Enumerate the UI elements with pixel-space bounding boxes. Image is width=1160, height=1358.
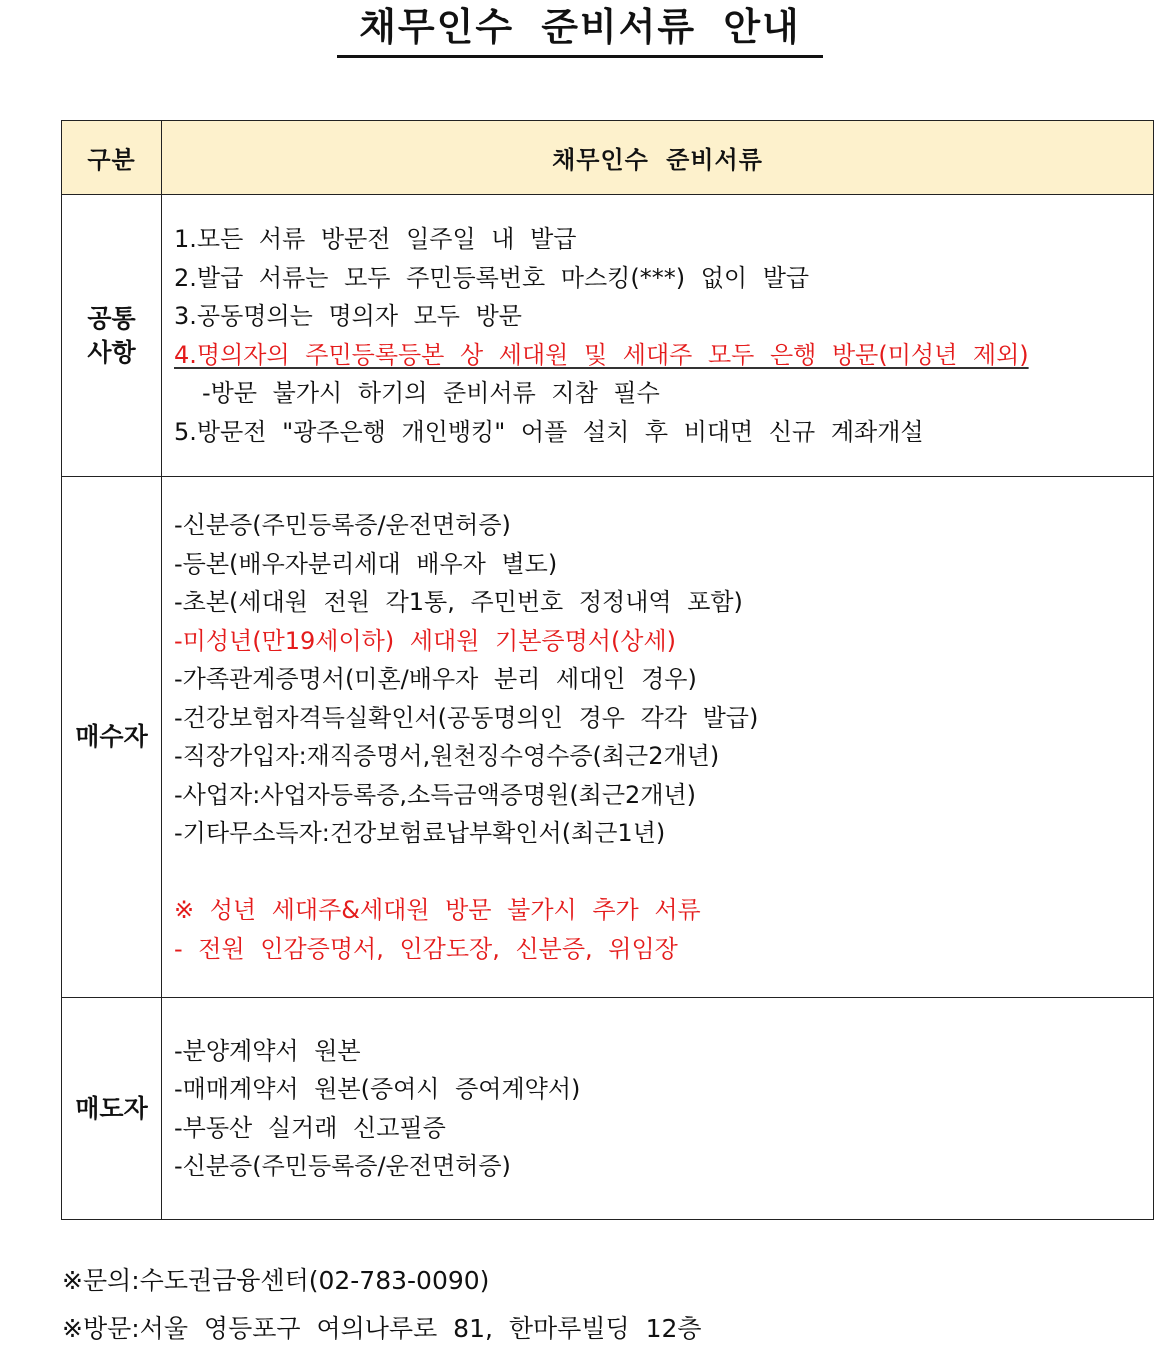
- category-buyer: 매수자: [62, 477, 162, 998]
- category-seller: 매도자: [62, 998, 162, 1220]
- category-common-line2: 사항: [87, 337, 136, 367]
- category-common: [62, 195, 162, 477]
- list-item: 3.공동명의는 명의자 모두 방문: [174, 302, 522, 330]
- header-docs: 채무인수 준비서류: [162, 121, 1154, 195]
- buyer-docs: [162, 477, 1154, 998]
- seller-docs: [162, 998, 1154, 1220]
- table-header-row: [62, 121, 1154, 195]
- list-item: -방문 불가시 하기의 준비서류 지참 필수: [202, 379, 660, 407]
- category-common-line1: 공통: [87, 303, 136, 333]
- inquiry-contact: ※문의:수도권금융센터(02-783-0090): [62, 1266, 490, 1295]
- list-item: -신분증(주민등록증/운전면허증): [174, 1152, 511, 1180]
- list-item: -매매계약서 원본(증여시 증여계약서): [174, 1075, 581, 1103]
- list-item: -가족관계증명서(미혼/배우자 분리 세대인 경우): [174, 665, 697, 693]
- list-item: -신분증(주민등록증/운전면허증): [174, 511, 511, 539]
- additional-docs-note: ※ 성년 세대주&세대원 방문 불가시 추가 서류: [174, 896, 701, 924]
- section-seller: [62, 998, 1154, 1220]
- section-buyer: [62, 477, 1154, 998]
- list-item: 1.모든 서류 방문전 일주일 내 발급: [174, 225, 577, 253]
- list-item: -등본(배우자분리세대 배우자 별도): [174, 549, 558, 578]
- list-item: -초본(세대원 전원 각1통, 주민번호 정정내역 포함): [174, 588, 743, 616]
- list-item-highlight: -미성년(만19세이하) 세대원 기본증명서(상세): [174, 626, 677, 655]
- list-item: -분양계약서 원본: [174, 1036, 361, 1065]
- list-item-highlight: [174, 336, 1153, 375]
- spacer: [174, 853, 1153, 892]
- additional-docs-list: - 전원 인감증명서, 인감도장, 신분증, 위임장: [174, 934, 678, 963]
- list-item: -기타무소득자:건강보험료납부확인서(최근1년): [174, 819, 666, 847]
- list-item: 5.방문전 "광주은행 개인뱅킹" 어플 설치 후 비대면 신규 계좌개설: [174, 417, 924, 446]
- common-docs: [162, 195, 1154, 477]
- list-item: 2.발급 서류는 모두 주민등록번호 마스킹(***) 없이 발급: [174, 263, 810, 292]
- list-item: -직장가입자:재직증명서,원천징수영수증(최근2개년): [174, 742, 720, 770]
- page-title-text: 채무인수 준비서류 안내: [337, 0, 823, 58]
- visit-address: ※방문:서울 영등포구 여의나루로 81, 한마루빌딩 12층: [62, 1314, 702, 1343]
- page-title: [0, 0, 1160, 58]
- section-common: [62, 195, 1154, 477]
- list-item: -부동산 실거래 신고필증: [174, 1113, 446, 1142]
- list-item: -사업자:사업자등록증,소득금액증명원(최근2개년): [174, 780, 697, 809]
- list-item: -건강보험자격득실확인서(공동명의인 경우 각각 발급): [174, 703, 759, 732]
- documents-table: [61, 120, 1154, 1220]
- highlight-text: 4.명의자의 주민등록등본 상 세대원 및 세대주 모두 은행 방문(미성년 제외): [174, 340, 1029, 369]
- header-category: 구분: [62, 121, 162, 195]
